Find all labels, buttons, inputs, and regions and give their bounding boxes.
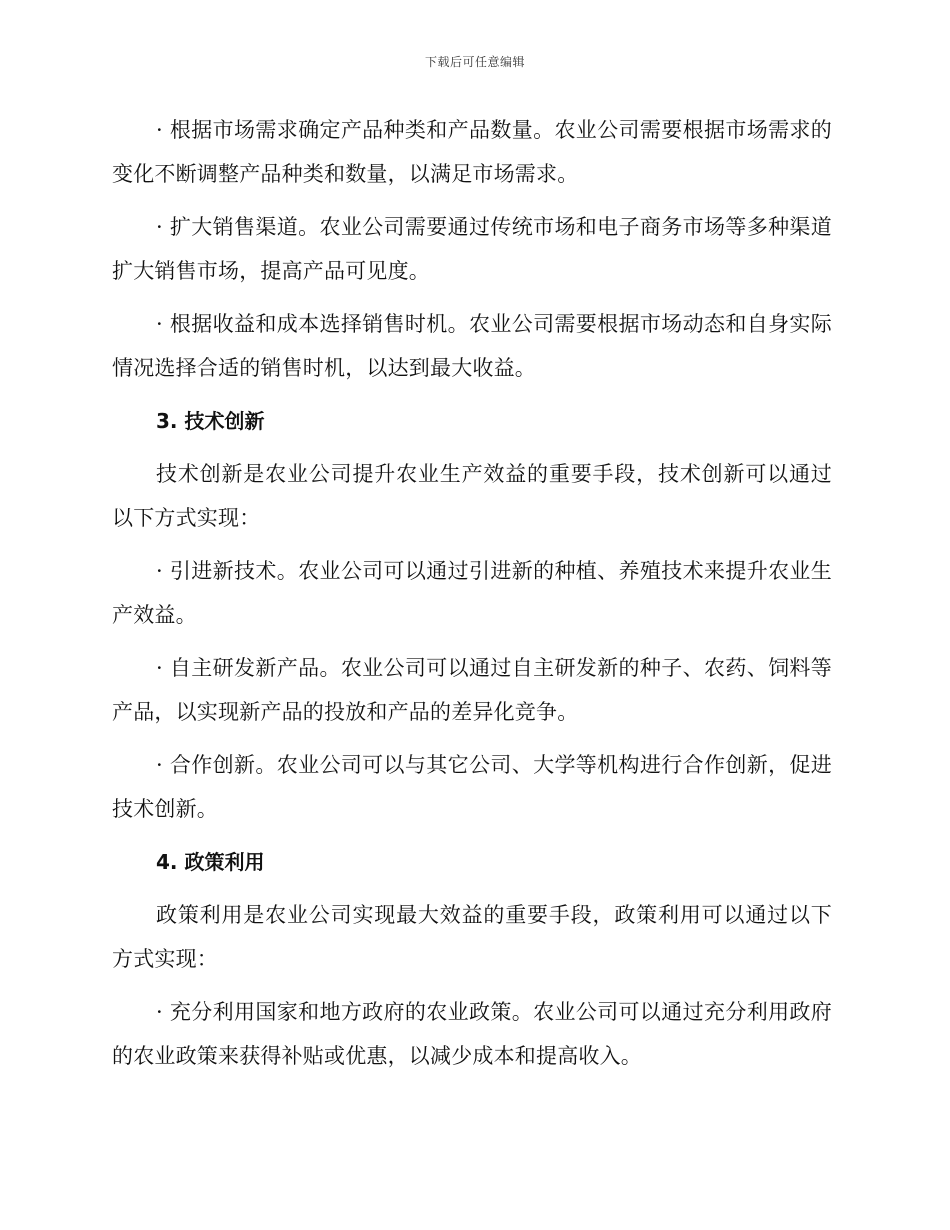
- bullet-paragraph-new-technology: · 引进新技术。农业公司可以通过引进新的种植、养殖技术来提升农业生产效益。: [112, 559, 832, 627]
- page-header: 下载后可任意编辑: [424, 55, 525, 69]
- bullet-paragraph-sales-timing: · 根据收益和成本选择销售时机。农业公司需要根据市场动态和自身实际情况选择合适的销售时机，以达到最大收益。: [112, 312, 832, 380]
- bullet-paragraph-product-types: · 根据市场需求确定产品种类和产品数量。农业公司需要根据市场需求的变化不断调整产品种类和数量，以满足市场需求。: [112, 118, 832, 186]
- bullet-paragraph-sales-channels: · 扩大销售渠道。农业公司需要通过传统市场和电子商务市场等多种渠道扩大销售市场，提高产品可见度。: [112, 215, 832, 283]
- paragraph-tech-innovation-intro: 技术创新是农业公司提升农业生产效益的重要手段，技术创新可以通过以下方式实现：: [112, 462, 832, 530]
- bullet-paragraph-government-policy: · 充分利用国家和地方政府的农业政策。农业公司可以通过充分利用政府的农业政策来获得补贴或优惠，以减少成本和提高收入。: [112, 1000, 832, 1068]
- bullet-paragraph-cooperation: · 合作创新。农业公司可以与其它公司、大学等机构进行合作创新，促进技术创新。: [112, 753, 832, 821]
- bullet-paragraph-own-rnd: · 自主研发新产品。农业公司可以通过自主研发新的种子、农药、饲料等产品，以实现新产品的投放和产品的差异化竞争。: [112, 656, 832, 724]
- document-body: [112, 108, 832, 1087]
- section-heading-tech-innovation: 3. 技术创新: [156, 409, 265, 433]
- section-heading-policy-use: 4. 政策利用: [156, 850, 265, 874]
- paragraph-policy-intro: 政策利用是农业公司实现最大效益的重要手段，政策利用可以通过以下方式实现：: [112, 903, 832, 971]
